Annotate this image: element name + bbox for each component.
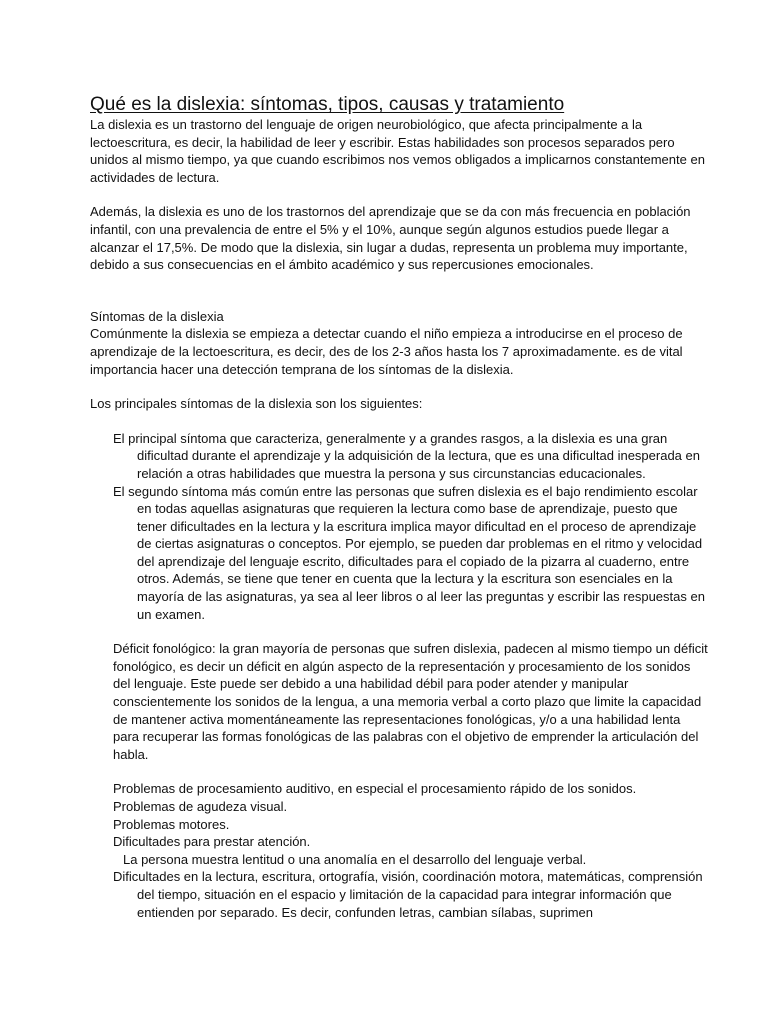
intro-paragraph-1: La dislexia es un trastorno del lenguaje de origen neurobiológico, que afecta principalmente a la lectoescritura, es decir, la habilidad de leer y escribir. Estas habilidades son procesos separados pero unidos al mismo tiempo, ya que cuando escribimos nos vemos obligados a implicarnos constantemente en actividades de lectura. bbox=[90, 117, 705, 185]
intro-paragraph-2: Además, la dislexia es uno de los trastornos del aprendizaje que se da con más frecuencia en población infantil, con una prevalencia de entre el 5% y el 10%, aunque según algunos estudios puede llegar a alcanzar el 17,5%. De modo que la dislexia, sin lugar a dudas, representa un problema muy importante, debido a sus consecuencias en el ámbito académico y sus repercusiones emocionales. bbox=[90, 204, 691, 273]
other-problems-list bbox=[113, 780, 708, 921]
section-heading: Síntomas de la dislexia bbox=[90, 308, 224, 324]
final-difficulties-item: Dificultades en la lectura, escritura, ortografía, visión, coordinación motora, matemáticas, comprensión del tiempo, situación en el espacio y limitación de la capacidad para integrar información que entienden por separado. Es decir, confunden letras, cambian sílabas, suprimen bbox=[113, 869, 703, 920]
problem-item: Problemas motores. bbox=[113, 816, 230, 832]
section-intro-paragraph: Comúnmente la dislexia se empieza a detectar cuando el niño empieza a introducirse en el proceso de aprendizaje de la lectoescritura, es decir, des de los 2-3 años hasta los 7 aproximadamente. es de vital importancia hacer una detección temprana de los síntomas de la dislexia. bbox=[90, 326, 683, 377]
symptom-item: El principal síntoma que caracteriza, generalmente y a grandes rasgos, a la dislexia es una gran dificultad durante el aprendizaje y la adquisición de la lectura, que es una dificultad inesperada en relación a otras habilidades que muestra la persona y sus circunstancias educacionales. bbox=[113, 430, 700, 481]
document-title: Qué es la dislexia: síntomas, tipos, causas y tratamiento bbox=[90, 94, 565, 115]
problem-item: Dificultades para prestar atención. bbox=[113, 834, 311, 850]
problem-item: Problemas de agudeza visual. bbox=[113, 799, 288, 814]
problem-item: Problemas de procesamiento auditivo, en especial el procesamiento rápido de los sonidos. bbox=[113, 781, 637, 797]
language-delay-item: La persona muestra lentitud o una anomalía en el desarrollo del lenguaje verbal. bbox=[123, 851, 587, 867]
symptoms-list bbox=[90, 430, 708, 921]
symptoms-intro: Los principales síntomas de la dislexia son los siguientes: bbox=[90, 396, 423, 412]
symptom-item: El segundo síntoma más común entre las personas que sufren dislexia es el bajo rendimiento escolar en todas aquellas asignaturas que requieren la lectura como base de aprendizaje, puesto que tener dificultades en la lectura y la escritura implica mayor dificultad en el proceso de aprendizaje de ciertas asignaturas o conceptos. Por ejemplo, se pueden dar problemas en el ritmo y velocidad del aprendizaje del lenguaje escrito, dificultades para el copiado de la pizarra al cuaderno, entre otros. Además, se tiene que tener en cuenta que la lectura y la escritura son esenciales en la mayoría de las asignaturas, ya sea al leer libros o al leer las preguntas y escribir las respuestas en un examen. bbox=[113, 483, 705, 622]
phonological-deficit-paragraph: Déficit fonológico: la gran mayoría de personas que sufren dislexia, padecen al mismo tiempo un déficit fonológico, es decir un déficit en algún aspecto de la representación y procesamiento de los sonidos del lenguaje. Este puede ser debido a una habilidad débil para poder atender y manipular conscientemente los sonidos de la lengua, a una memoria verbal a corto plazo que limite la capacidad de mantener activa momentáneamente las representaciones fonológicas, y/o a una habilidad lenta para recuperar las formas fonológicas de las palabras con el objetivo de emprender la articulación del habla. bbox=[113, 641, 708, 762]
